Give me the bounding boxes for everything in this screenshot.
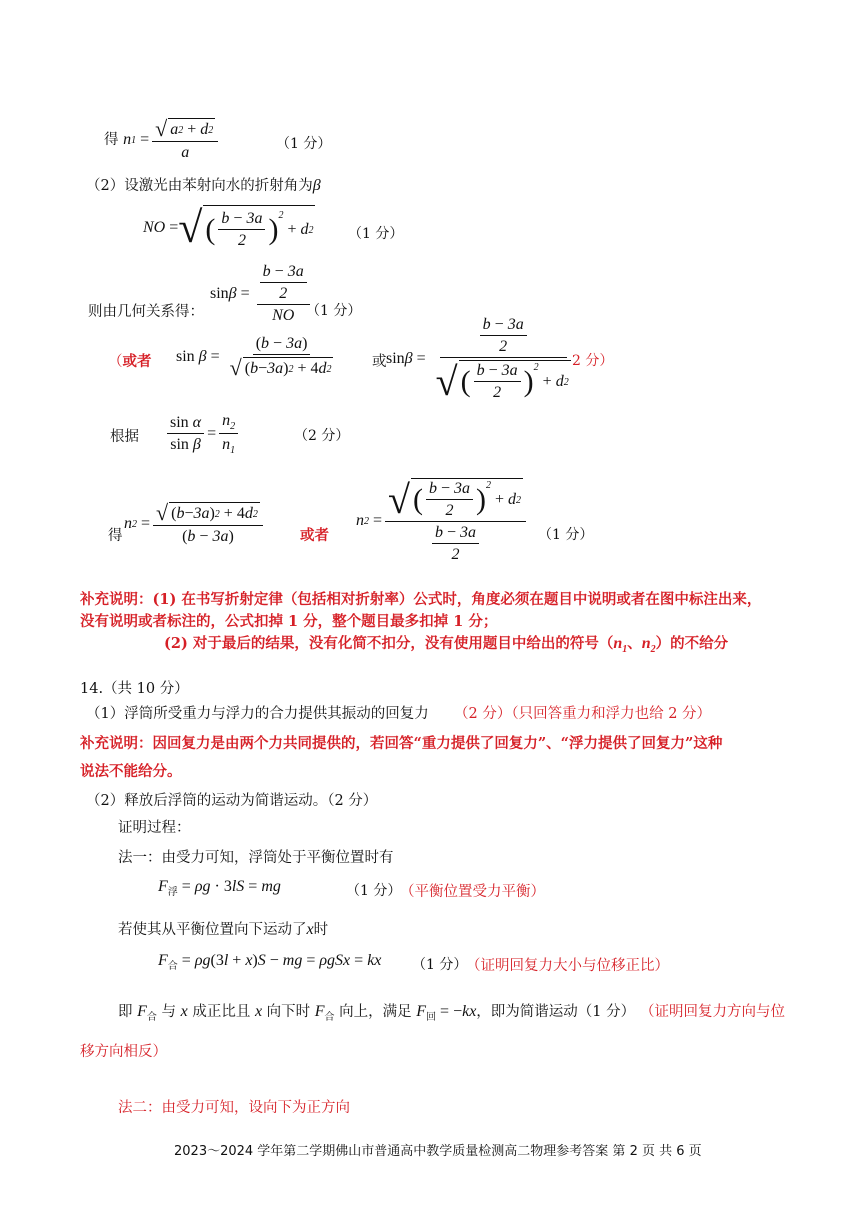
alt-or1: 或者 bbox=[122, 353, 152, 370]
score-no: （1 分） bbox=[348, 226, 404, 242]
formula-snell: $\frac{\text{sin α}}{\text{sin β}}$ = $\frac{n_2}{n_1}$ bbox=[164, 412, 241, 456]
q14-title: 14.（共 10 分） bbox=[80, 681, 189, 697]
eq-n1-line bbox=[104, 118, 221, 162]
q14-conclusion: 即 $F_合$ 与 x 成正比且 x 向下时 $F_合$ 向上，满足 $F_回 = -kx$，即为简谐运动（1 分） bbox=[118, 1003, 636, 1024]
q14-part1: （1）浮筒所受重力与浮力的合力提供其振动的回复力 bbox=[86, 706, 429, 722]
q14-method2: 法二：由受力可知，设向下为正方向 bbox=[118, 1100, 350, 1116]
label-de: 得 bbox=[104, 132, 119, 148]
genju-label: 根据 bbox=[110, 429, 139, 445]
note-eq1: （平衡位置受力平衡） bbox=[400, 884, 545, 900]
formula-n1: n 1 = √ a 2 + d 2 a bbox=[123, 118, 221, 162]
note-conclusion-2: 移方向相反） bbox=[80, 1044, 167, 1060]
supplement-line3: (2) 对于最后的结果，没有化简不扣分，没有使用题目中给出的符号（$n_1$、$n_2$）的不给分 bbox=[164, 635, 729, 656]
q14-part2: （2）释放后浮筒的运动为简谐运动。（2 分） bbox=[86, 793, 378, 809]
note-conclusion-1: （证明回复力方向与位 bbox=[640, 1004, 785, 1020]
score-snell: （2 分） bbox=[294, 428, 350, 444]
q14-proof: 证明过程： bbox=[118, 820, 191, 836]
formula-no: NO = √ ( $\frac{b - 3a}{2}$ ) $^2$ + d 2 bbox=[143, 203, 314, 252]
score-eq1: （1 分） bbox=[346, 883, 402, 899]
formula-sin-beta: sin β = $\frac{\frac{b - 3a}{2}}{NO}$ bbox=[210, 263, 313, 325]
score-alt: 2 分） bbox=[572, 353, 614, 369]
formula-n2-b: n 2 = √ ( $\frac{b - 3a}{2}$ ) $^2$ + d 2 $\frac{b - 3a}{2}$ bbox=[356, 478, 529, 564]
alt-or2: 或 bbox=[372, 354, 387, 370]
score-eq2: （1 分） bbox=[412, 957, 468, 973]
formula-sin-beta-alt2: sin β = $\frac{b - 3a}{2}$ √ ( $\frac{b - 3a}{2}$ ) $^2$ + d 2 bbox=[386, 316, 569, 404]
part2-heading: （2）设激光由苯射向水的折射角为β bbox=[86, 177, 321, 194]
page-footer: 2023～2024 学年第二学期佛山市普通高中教学质量检测高二物理参考答案 第 2 页 共 6 页 bbox=[174, 1144, 702, 1159]
supplement-line2: 没有说明或者标注的，公式扣掉 1 分，整个题目最多扣掉 1 分； bbox=[80, 613, 498, 630]
n2-or: 或者 bbox=[300, 527, 329, 544]
note-eq2: （证明回复力大小与位移正比） bbox=[466, 958, 669, 974]
score-n2: （1 分） bbox=[538, 527, 594, 543]
score-n1: （1 分） bbox=[276, 136, 332, 152]
sin-beta-label: 则由几何关系得： bbox=[88, 304, 204, 320]
q14-note2: 说法不能给分。 bbox=[80, 763, 182, 780]
formula-n2-a: n 2 = √ ( b − 3a ) 2 + 4 d 2 (b − 3a) bbox=[124, 502, 266, 546]
score-sin-beta: （1 分） bbox=[306, 303, 362, 319]
q14-move: 若使其从平衡位置向下运动了x时 bbox=[118, 921, 329, 938]
supplement-line1: 补充说明：(1) 在书写折射定律（包括相对折射率）公式时，角度必须在题目中说明或者在图中标注出来， bbox=[80, 591, 762, 608]
q14-method1: 法一：由受力可知，浮筒处于平衡位置时有 bbox=[118, 850, 394, 866]
formula-buoyancy: $F_浮 = \rho g \cdot 3lS$ = mg bbox=[158, 878, 281, 899]
formula-sin-beta-alt1: sin β = (b − 3a) √ ( b − 3a ) 2 + 4 d 2 bbox=[176, 335, 332, 380]
alt-open: （或者 bbox=[108, 353, 152, 370]
q14-part1-score: （2 分）（只回答重力和浮力也给 2 分） bbox=[454, 706, 712, 722]
q14-note1: 补充说明：因回复力是由两个力共同提供的，若回答“重力提供了回复力”、“浮力提供了回复力”这种 bbox=[80, 735, 723, 752]
formula-restoring-force: $F_合 = \rho g(3l + x)S$ − mg = ρgSx = kx bbox=[158, 952, 382, 973]
n2-de-label: 得 bbox=[108, 528, 123, 544]
